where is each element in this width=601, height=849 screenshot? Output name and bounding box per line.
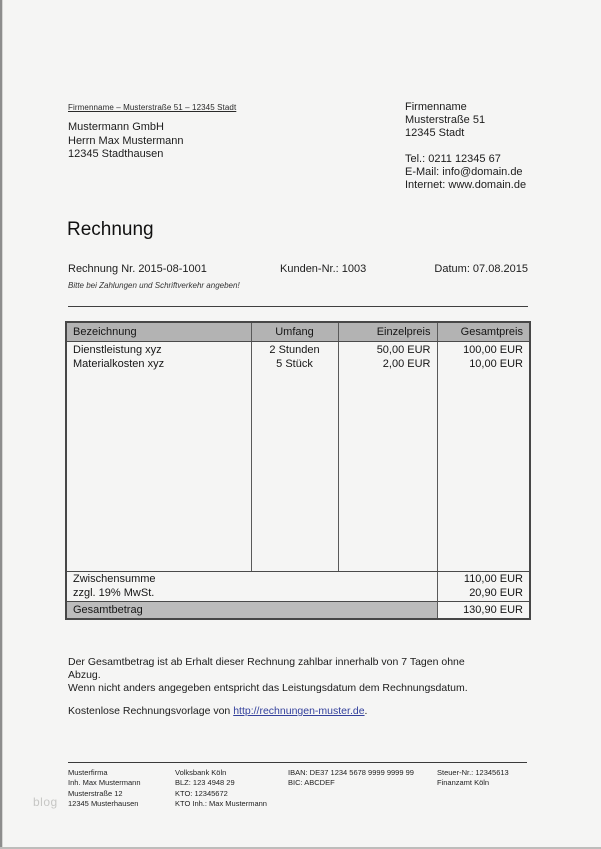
footer-bank-column bbox=[175, 768, 267, 809]
footer-iban: IBAN: DE37 1234 5678 9999 9999 99 bbox=[288, 768, 414, 777]
vat-value: 20,90 EUR bbox=[437, 586, 530, 601]
footer-bic: BIC: ABCDEF bbox=[288, 778, 335, 788]
page-title: Rechnung bbox=[67, 219, 154, 240]
grand-total-label: Gesamtbetrag bbox=[66, 601, 437, 619]
footer-tax-office: Finanzamt Köln bbox=[437, 778, 490, 788]
header-einzelpreis: Einzelpreis bbox=[338, 322, 437, 341]
credit-period: . bbox=[364, 705, 368, 717]
blog-watermark: blog bbox=[33, 795, 58, 809]
item-unit-price: 2,00 EUR bbox=[382, 357, 431, 370]
footer-tax-number: Steuer-Nr.: 12345613 bbox=[437, 768, 509, 777]
item-quantity: 5 Stück bbox=[276, 357, 313, 370]
page-edge-left-highlight bbox=[2, 0, 3, 849]
table-body-row bbox=[66, 341, 530, 571]
footer-bank-account: KTO: 12345672 bbox=[175, 788, 228, 798]
invoice-number: Rechnung Nr. 2015-08-1001 bbox=[68, 263, 207, 275]
footer-company-street: Musterstraße 12 bbox=[68, 788, 123, 798]
subtotal-value: 110,00 EUR bbox=[437, 571, 530, 586]
company-city: 12345 Stadt bbox=[405, 127, 465, 139]
footer-company-city: 12345 Musterhausen bbox=[68, 798, 139, 808]
item-total-price: 10,00 EUR bbox=[469, 357, 523, 370]
table-header-row bbox=[66, 322, 530, 341]
footer-bank-name: Volksbank Köln bbox=[175, 768, 227, 777]
sender-return-address-line: Firmenname – Musterstraße 51 – 12345 Stadt bbox=[68, 103, 237, 112]
invoice-meta-row bbox=[68, 263, 528, 276]
recipient-city: 12345 Stadthausen bbox=[68, 148, 164, 160]
item-quantity: 2 Stunden bbox=[269, 343, 320, 356]
item-unit-price: 50,00 EUR bbox=[376, 343, 431, 356]
payment-terms-line: Der Gesamtbetrag ist ab Erhalt dieser Rechnung zahlbar innerhalb von 7 Tagen ohne bbox=[68, 656, 465, 668]
footer-company-column bbox=[68, 768, 141, 809]
line-items-table bbox=[65, 321, 531, 620]
recipient-name: Mustermann GmbH bbox=[68, 121, 164, 133]
grand-total-row bbox=[66, 601, 530, 619]
header-bezeichnung: Bezeichnung bbox=[66, 322, 251, 341]
footer-divider bbox=[68, 762, 527, 763]
payment-terms-line: Abzug. bbox=[68, 669, 101, 681]
header-gesamtpreis: Gesamtpreis bbox=[437, 322, 530, 341]
payment-terms bbox=[68, 656, 558, 695]
recipient-address-block bbox=[68, 121, 184, 162]
header-umfang: Umfang bbox=[251, 322, 338, 341]
invoice-date: Datum: 07.08.2015 bbox=[434, 263, 528, 275]
footer-bank-blz: BLZ: 123 4948 29 bbox=[175, 778, 235, 788]
footer-company-owner: Inh. Max Mustermann bbox=[68, 778, 141, 788]
subtotal-label: Zwischensumme bbox=[73, 572, 156, 585]
company-email: E-Mail: info@domain.de bbox=[405, 166, 523, 178]
divider-above-table bbox=[68, 306, 528, 307]
vat-label: zzgl. 19% MwSt. bbox=[73, 587, 155, 600]
template-credit-line bbox=[68, 705, 367, 717]
template-source-link[interactable]: http://rechnungen-muster.de bbox=[233, 705, 365, 717]
column-bezeichnung bbox=[66, 341, 251, 571]
company-website: Internet: www.domain.de bbox=[405, 179, 527, 191]
item-total-price: 100,00 EUR bbox=[463, 343, 523, 356]
credit-text: Kostenlose Rechnungsvorlage von bbox=[68, 705, 234, 717]
company-street: Musterstraße 51 bbox=[405, 114, 486, 126]
customer-number: Kunden-Nr.: 1003 bbox=[280, 263, 367, 275]
vat-row bbox=[66, 586, 530, 601]
footer-company-name: Musterfirma bbox=[68, 768, 108, 777]
company-phone: Tel.: 0211 12345 67 bbox=[405, 153, 501, 165]
item-description: Dienstleistung xyz bbox=[73, 343, 162, 356]
company-address-block bbox=[405, 101, 485, 140]
footer-iban-column bbox=[288, 768, 414, 789]
footer-tax-column bbox=[437, 768, 509, 789]
column-gesamtpreis bbox=[437, 341, 530, 571]
recipient-contact-person: Herrn Max Mustermann bbox=[68, 134, 184, 147]
company-contact-block bbox=[405, 153, 526, 192]
footer-bank-holder: KTO Inh.: Max Mustermann bbox=[175, 798, 267, 808]
payment-reference-note: Bitte bei Zahlungen und Schriftverkehr angeben! bbox=[68, 281, 240, 290]
item-description: Materialkosten xyz bbox=[73, 357, 165, 370]
column-einzelpreis bbox=[338, 341, 437, 571]
subtotal-row bbox=[66, 571, 530, 586]
payment-terms-line: Wenn nicht anders angegeben entspricht das Leistungsdatum dem Rechnungsdatum. bbox=[68, 682, 468, 694]
grand-total-value: 130,90 EUR bbox=[437, 601, 530, 619]
column-umfang bbox=[251, 341, 338, 571]
company-name: Firmenname bbox=[405, 101, 467, 113]
